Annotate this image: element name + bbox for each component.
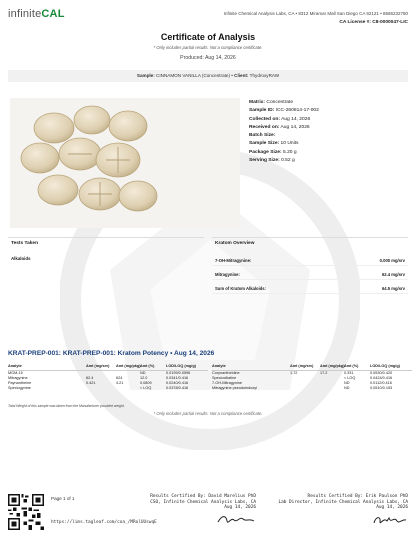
detail-sample-size: Sample Size: 10 Units (249, 141, 299, 147)
tablets-image (10, 98, 240, 228)
sample-value: CINNAMON VANILLA (Concentrate) (156, 73, 230, 78)
product-photo (10, 98, 240, 228)
detail-received-on: Received on: Aug 14, 2026 (249, 124, 310, 130)
potency-table-right (212, 364, 412, 391)
table-row: Paynantheine 0.421 4.21 0.0809 0.0240/0.416 (8, 380, 189, 385)
kratom-row: 7-OH-Mitragynine: 0.000 mg/srv (212, 256, 408, 266)
qr-code-icon[interactable] (8, 494, 44, 530)
weight-footnote: Total Weight of this sample was taken from the Manufacturer provided weight. (8, 404, 125, 408)
tests-taken-panel (8, 237, 204, 327)
table-row: Speciociliatine < LOQ 0.0424/0.416 (212, 375, 393, 380)
table-row: Corynantheidine 1.72 17.2 0.331 0.0530/0.420 (212, 370, 393, 375)
license-number: CA License #: C8-0000047-LIC (339, 20, 408, 25)
table-row: Speciogynine < LOQ 0.0378/0.416 (8, 386, 189, 391)
coa-link[interactable]: https://lims.tagleaf.com/coa_/MRolUUswqE (51, 520, 157, 525)
partial-results-footnote: * Only includes partial results. Not a compliance certificate. (153, 411, 263, 416)
detail-collected-on: Collected on: Aug 14, 2026 (249, 116, 311, 122)
kratom-row: Sum of Kratom Alkaloids: 64.5 mg/srv (212, 284, 408, 294)
sample-label: Sample: (136, 73, 155, 78)
tests-taken-title: Tests Taken (11, 241, 39, 246)
lab-address: Infinite Chemical Analysis Labs, CA • 8312 Miramar Mall San Diego CA 92121 • 8586232780 (223, 11, 408, 16)
infinitecal-logo: infiniteCAL (8, 8, 65, 20)
table-row: Mitragynine 62.4 624 12.0 0.0341/0.416 (8, 375, 189, 380)
table-row: 7-OH-Mitragynine ND 0.0112/0.416 (212, 380, 392, 385)
kratom-overview-panel (212, 237, 408, 327)
client-value: ThydroxyRAW (249, 73, 280, 78)
page-number: Page 1 of 1 (51, 496, 75, 501)
produced-date: Produced: Aug 14, 2026 (180, 55, 236, 61)
table-row: Mitragynine pseudoindoxyl ND 0.0510/0.153 (212, 386, 393, 391)
potency-table-left (8, 364, 208, 391)
table-row: MGM-15 ND 0.0199/0.0596 (8, 370, 191, 375)
title-block (0, 32, 416, 61)
signature-mark-cso (216, 513, 256, 527)
detail-matrix: Matrix: Concentrate (249, 100, 294, 105)
client-label: Client: (234, 73, 249, 78)
potency-header-row: Analyte Amt (mg/srv) Amt (mg/pkg) Amt (%) LOD/LOQ (mg/g) (212, 364, 412, 371)
detail-sample-id: Sample ID: ICC-260814-17-002 (249, 108, 319, 114)
sample-separator: • (231, 73, 233, 78)
potency-section-title: KRAT-PREP-001: KRAT-PREP-001: Kratom Potency • Aug 14, 2026 (8, 350, 215, 357)
tests-taken-item: Alkaloids (11, 256, 31, 261)
signature-mark-director (372, 513, 408, 527)
partial-results-note: * Only includes partial results. Not a compliance certificate. (153, 45, 263, 50)
signature-block-director: Results Certified By: Erik Paulson PhD Lab Director, Infinite Chemical Analysis Labs, CA Aug 14, 2026 (268, 494, 408, 527)
detail-serving-size: Serving Size: 0.52 g (249, 158, 295, 164)
sample-info-bar (8, 70, 408, 82)
kratom-row: Mitragynine: 62.4 mg/srv (212, 270, 408, 280)
kratom-overview-title: Kratom Overview (215, 241, 255, 246)
detail-package-size: Package Size: 5.20 g (249, 149, 297, 155)
sample-details (249, 99, 409, 165)
signature-block-cso: Results Certified By: David Marelius PhD CSO, Infinite Chemical Analysis Labs, CA Aug 14, 2026 (120, 494, 256, 527)
detail-batch-size: Batch Size: (249, 133, 276, 139)
potency-header-row: Analyte Amt (mg/srv) Amt (mg/pkg) Amt (%) LOD/LOQ (mg/g) (8, 364, 208, 371)
certificate-title: Certificate of Analysis (160, 32, 256, 42)
